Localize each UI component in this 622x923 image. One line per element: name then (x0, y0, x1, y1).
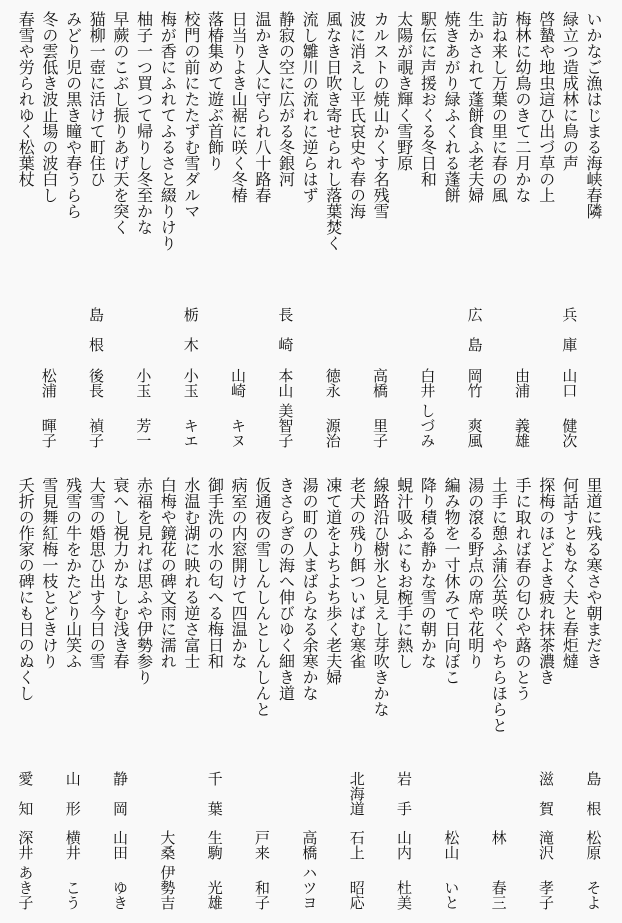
haiku-line: 仮通夜の雪しんしんとしんしんと (252, 477, 272, 717)
author-entry (72, 307, 119, 448)
author-section-upper (25, 307, 593, 448)
author-entry (262, 307, 309, 448)
author-name (108, 830, 132, 910)
haiku-line: 早蕨のこぶし振りあげ天を突く (110, 11, 130, 235)
haiku-line: 夭折の作家の碑にも日のぬくし (16, 477, 36, 701)
author-entry (120, 307, 167, 448)
author-prefecture: 兵庫 (560, 307, 579, 352)
author-entry (96, 771, 143, 910)
haiku-line: 凍て道をよちよち歩く老夫婦 (323, 477, 343, 685)
author-entry (404, 307, 451, 448)
author-given-name: 暉子 (39, 418, 58, 448)
author-given-name: 伊勢吉 (158, 865, 177, 910)
haiku-line: いかなご漁はじまる海峡春隣 (584, 11, 603, 219)
author-name (321, 368, 345, 448)
author-name (510, 368, 534, 448)
haiku-line: 白梅や鏡花の碑文雨に濡れ (158, 477, 178, 669)
author-entry (546, 307, 593, 448)
author-entry (570, 771, 617, 910)
author-given-name: 源治 (323, 418, 342, 448)
author-surname: 林 (489, 830, 508, 845)
author-given-name: 昭応 (347, 880, 366, 910)
haiku-section-lower (13, 477, 605, 745)
haiku-line: 落椿集めて遊ぶ首飾り (205, 11, 225, 171)
author-prefecture (250, 771, 274, 816)
author-name (61, 830, 85, 910)
author-surname: 由浦 (513, 368, 531, 398)
author-given-name: 里子 (371, 418, 390, 448)
author-entry (475, 771, 522, 910)
author-entry (214, 307, 261, 448)
author-surname: 滝沢 (537, 830, 555, 860)
haiku-line: 柚子一つ買つて帰りし冬至かな (134, 11, 154, 235)
author-entry (498, 307, 545, 448)
haiku-line: 御手洗の水の匂へる梅日和 (205, 477, 225, 669)
haiku-line: カルストの焼山かくす名残雪 (371, 11, 391, 219)
author-given-name: 杜美 (395, 880, 414, 910)
haiku-line: 緑立つ造成林に鳥の声 (560, 11, 580, 171)
author-given-name: こう (63, 880, 82, 910)
author-name (487, 830, 511, 910)
haiku-line: 線路沿ひ樹氷と見えし芽吹きかな (371, 477, 391, 717)
author-prefecture (155, 771, 179, 816)
author-name (13, 830, 37, 910)
author-surname: 後長 (87, 368, 106, 398)
haiku-line: きさらぎの海へ伸びゆく細き道 (276, 477, 296, 701)
author-prefecture: 千葉 (205, 771, 224, 816)
author-name (203, 830, 227, 910)
author-name (297, 830, 321, 910)
haiku-line: 日当りよき山裾に咲く冬椿 (229, 11, 249, 203)
author-given-name: そよ (584, 880, 603, 910)
author-prefecture (439, 771, 463, 816)
author-entry (356, 307, 403, 448)
haiku-line: 校門の前にたたずむ雪ダルマ (181, 11, 201, 219)
haiku-section-upper (13, 11, 605, 296)
author-surname: 石上 (347, 830, 366, 860)
author-prefecture (321, 307, 345, 352)
author-given-name: 芳一 (134, 418, 153, 448)
author-given-name: 健次 (560, 418, 579, 448)
haiku-line: 大雪の婚思ひ出す今日の雪 (87, 477, 107, 669)
author-entry (238, 771, 285, 910)
author-surname: 大桑 (158, 830, 177, 860)
author-name (131, 368, 155, 448)
haiku-line: 何話すともなく夫と春炬燵 (560, 477, 580, 669)
author-given-name: キヌ (229, 418, 248, 448)
author-entry (25, 307, 72, 448)
haiku-line: 里道に残る寒さや朝まだき (584, 477, 603, 669)
author-prefecture: 滋賀 (537, 771, 555, 816)
author-given-name: 光雄 (205, 880, 224, 910)
author-name (155, 830, 179, 910)
author-name (345, 830, 369, 910)
author-name (84, 368, 108, 448)
author-given-name: 義雄 (513, 418, 531, 448)
author-name (415, 368, 439, 448)
haiku-line: 駅伝に声援おくる冬日和 (418, 11, 438, 187)
author-surname: 白井 (418, 368, 437, 398)
author-surname: 松原 (584, 830, 603, 860)
author-prefecture (510, 307, 534, 352)
haiku-line: 残雪の牛をかたどり山笑ふ (63, 477, 83, 669)
author-entry (428, 771, 475, 910)
haiku-line: 風なき日吹き寄せられし落葉焚く (323, 11, 343, 251)
author-entry (333, 771, 380, 910)
author-entry (451, 307, 498, 448)
author-surname: 岡竹 (465, 368, 484, 398)
haiku-line: 土手に憩ふ蒲公英咲くやちらほらと (489, 477, 509, 733)
author-given-name: 禎子 (87, 418, 106, 448)
author-surname: 松浦 (39, 368, 58, 398)
author-surname: 山内 (395, 830, 414, 860)
author-prefecture (226, 307, 250, 352)
author-entry (380, 771, 427, 910)
author-entry (309, 307, 356, 448)
haiku-line: 波に消えし平氏哀史や春の海 (347, 11, 367, 219)
haiku-line: 蜆汁吸ふにもお椀手に熱し (394, 477, 414, 669)
haiku-line: 老犬の残り餌ついばむ寒雀 (347, 477, 367, 669)
haiku-line: 雪見舞紅梅一枝とどきけり (39, 477, 59, 669)
author-prefecture: 栃木 (181, 307, 200, 352)
author-given-name: 孝子 (537, 880, 555, 910)
haiku-line: 湯の町の人まばらなる余寒かな (300, 477, 320, 701)
author-given-name: しづみ (418, 403, 437, 448)
author-prefecture: 愛知 (16, 771, 35, 816)
author-prefecture: 岩手 (395, 771, 414, 816)
author-surname: 山口 (560, 368, 579, 398)
haiku-line: 梅が香にふれてふるさと綴りけり (158, 11, 178, 251)
haiku-line: 温かき人に守られ八十路春 (252, 11, 272, 203)
haiku-line: 太陽が覗き輝く雪野原 (394, 11, 414, 171)
author-prefecture (415, 307, 439, 352)
haiku-line: 生かされて蓬餅食ふ老夫婦 (465, 11, 485, 203)
author-prefecture (487, 771, 511, 816)
haiku-line: 訪ね来し万葉の里に春の風 (489, 11, 509, 203)
haiku-line: 赤福を見れば思ふや伊勢参り (134, 477, 154, 685)
haiku-line: 探梅のほどよき疲れ抹茶濃き (536, 477, 556, 685)
author-name (368, 368, 392, 448)
author-name (179, 368, 203, 448)
haiku-line: 春雪や労られゆく松葉杖 (16, 11, 36, 187)
haiku-line: 降り積る静かな雪の朝かな (418, 477, 438, 669)
author-entry (286, 771, 333, 910)
author-name (557, 368, 581, 448)
author-name (273, 368, 297, 448)
author-given-name: あき子 (16, 865, 35, 910)
haiku-line: 冬の雲低き波止場の波白し (39, 11, 59, 203)
author-name (439, 830, 463, 910)
author-surname: 生駒 (205, 830, 224, 860)
haiku-line: 焼きあがり緑ふくれる蓬餅 (442, 11, 462, 203)
author-prefecture: 広島 (465, 307, 484, 352)
author-prefecture (297, 771, 321, 816)
author-prefecture: 島根 (584, 771, 603, 816)
haiku-line: 編み物を一寸休みて日向ぼこ (442, 477, 462, 685)
haiku-line: 猫柳一壺に活けて町住ひ (87, 11, 107, 187)
author-section-lower (2, 771, 617, 910)
author-surname: 山田 (111, 830, 130, 860)
author-given-name: 和子 (253, 880, 272, 910)
author-surname: 横井 (63, 830, 82, 860)
author-given-name: キエ (181, 418, 200, 448)
author-entry (144, 771, 191, 910)
author-surname: 山崎 (229, 368, 248, 398)
author-prefecture (368, 307, 392, 352)
haiku-line: 湯の滾る野点の席や花明り (465, 477, 485, 669)
haiku-line: 啓蟄や地虫這ひ出づ草の上 (536, 11, 556, 203)
haiku-line: 水温む湖に映れる逆さ富士 (181, 477, 201, 669)
haiku-line: 手に取れば春の匂ひや蕗のとう (513, 477, 533, 701)
haiku-line: みどり児の黒き瞳や春うらら (63, 11, 83, 219)
author-prefecture: 静岡 (111, 771, 130, 816)
author-entry (49, 771, 96, 910)
haiku-line: 梅林に幼鳥のきて二月かな (513, 11, 533, 203)
author-surname: 小玉 (134, 368, 153, 398)
author-given-name: 爽風 (465, 418, 484, 448)
author-surname: 高橋 (371, 368, 390, 398)
author-name (581, 830, 605, 910)
author-surname: 本山 (276, 368, 295, 398)
haiku-line: 流し雛川の流れに逆らはず (300, 11, 320, 203)
author-given-name: いと (442, 880, 461, 910)
author-prefecture: 長崎 (276, 307, 295, 352)
author-given-name: 美智子 (276, 403, 295, 448)
author-surname: 徳永 (323, 368, 342, 398)
author-surname: 深井 (16, 830, 35, 860)
author-surname: 戸来 (253, 830, 272, 860)
haiku-line: 衰へし視力かなしむ浅き春 (110, 477, 130, 669)
author-prefecture: 島根 (87, 307, 106, 352)
author-name (534, 830, 558, 910)
author-entry (2, 771, 49, 910)
author-entry (522, 771, 569, 910)
author-prefecture: 北海道 (347, 771, 366, 816)
author-surname: 高橋 (300, 830, 319, 860)
author-given-name: ハツヨ (300, 865, 319, 910)
author-name (37, 368, 61, 448)
author-prefecture (131, 307, 155, 352)
author-given-name: 春三 (489, 880, 508, 910)
author-entry (191, 771, 238, 910)
author-surname: 松山 (442, 830, 461, 860)
author-entry (167, 307, 214, 448)
haiku-line: 静寂の空に広がる冬銀河 (276, 11, 296, 187)
author-name (463, 368, 487, 448)
author-prefecture: 山形 (63, 771, 82, 816)
author-prefecture (37, 307, 61, 352)
author-name (392, 830, 416, 910)
author-name (250, 830, 274, 910)
author-given-name: ゆき (111, 880, 130, 910)
author-name (226, 368, 250, 448)
haiku-line: 病室の内窓開けて四温かな (229, 477, 249, 669)
author-surname: 小玉 (181, 368, 200, 398)
